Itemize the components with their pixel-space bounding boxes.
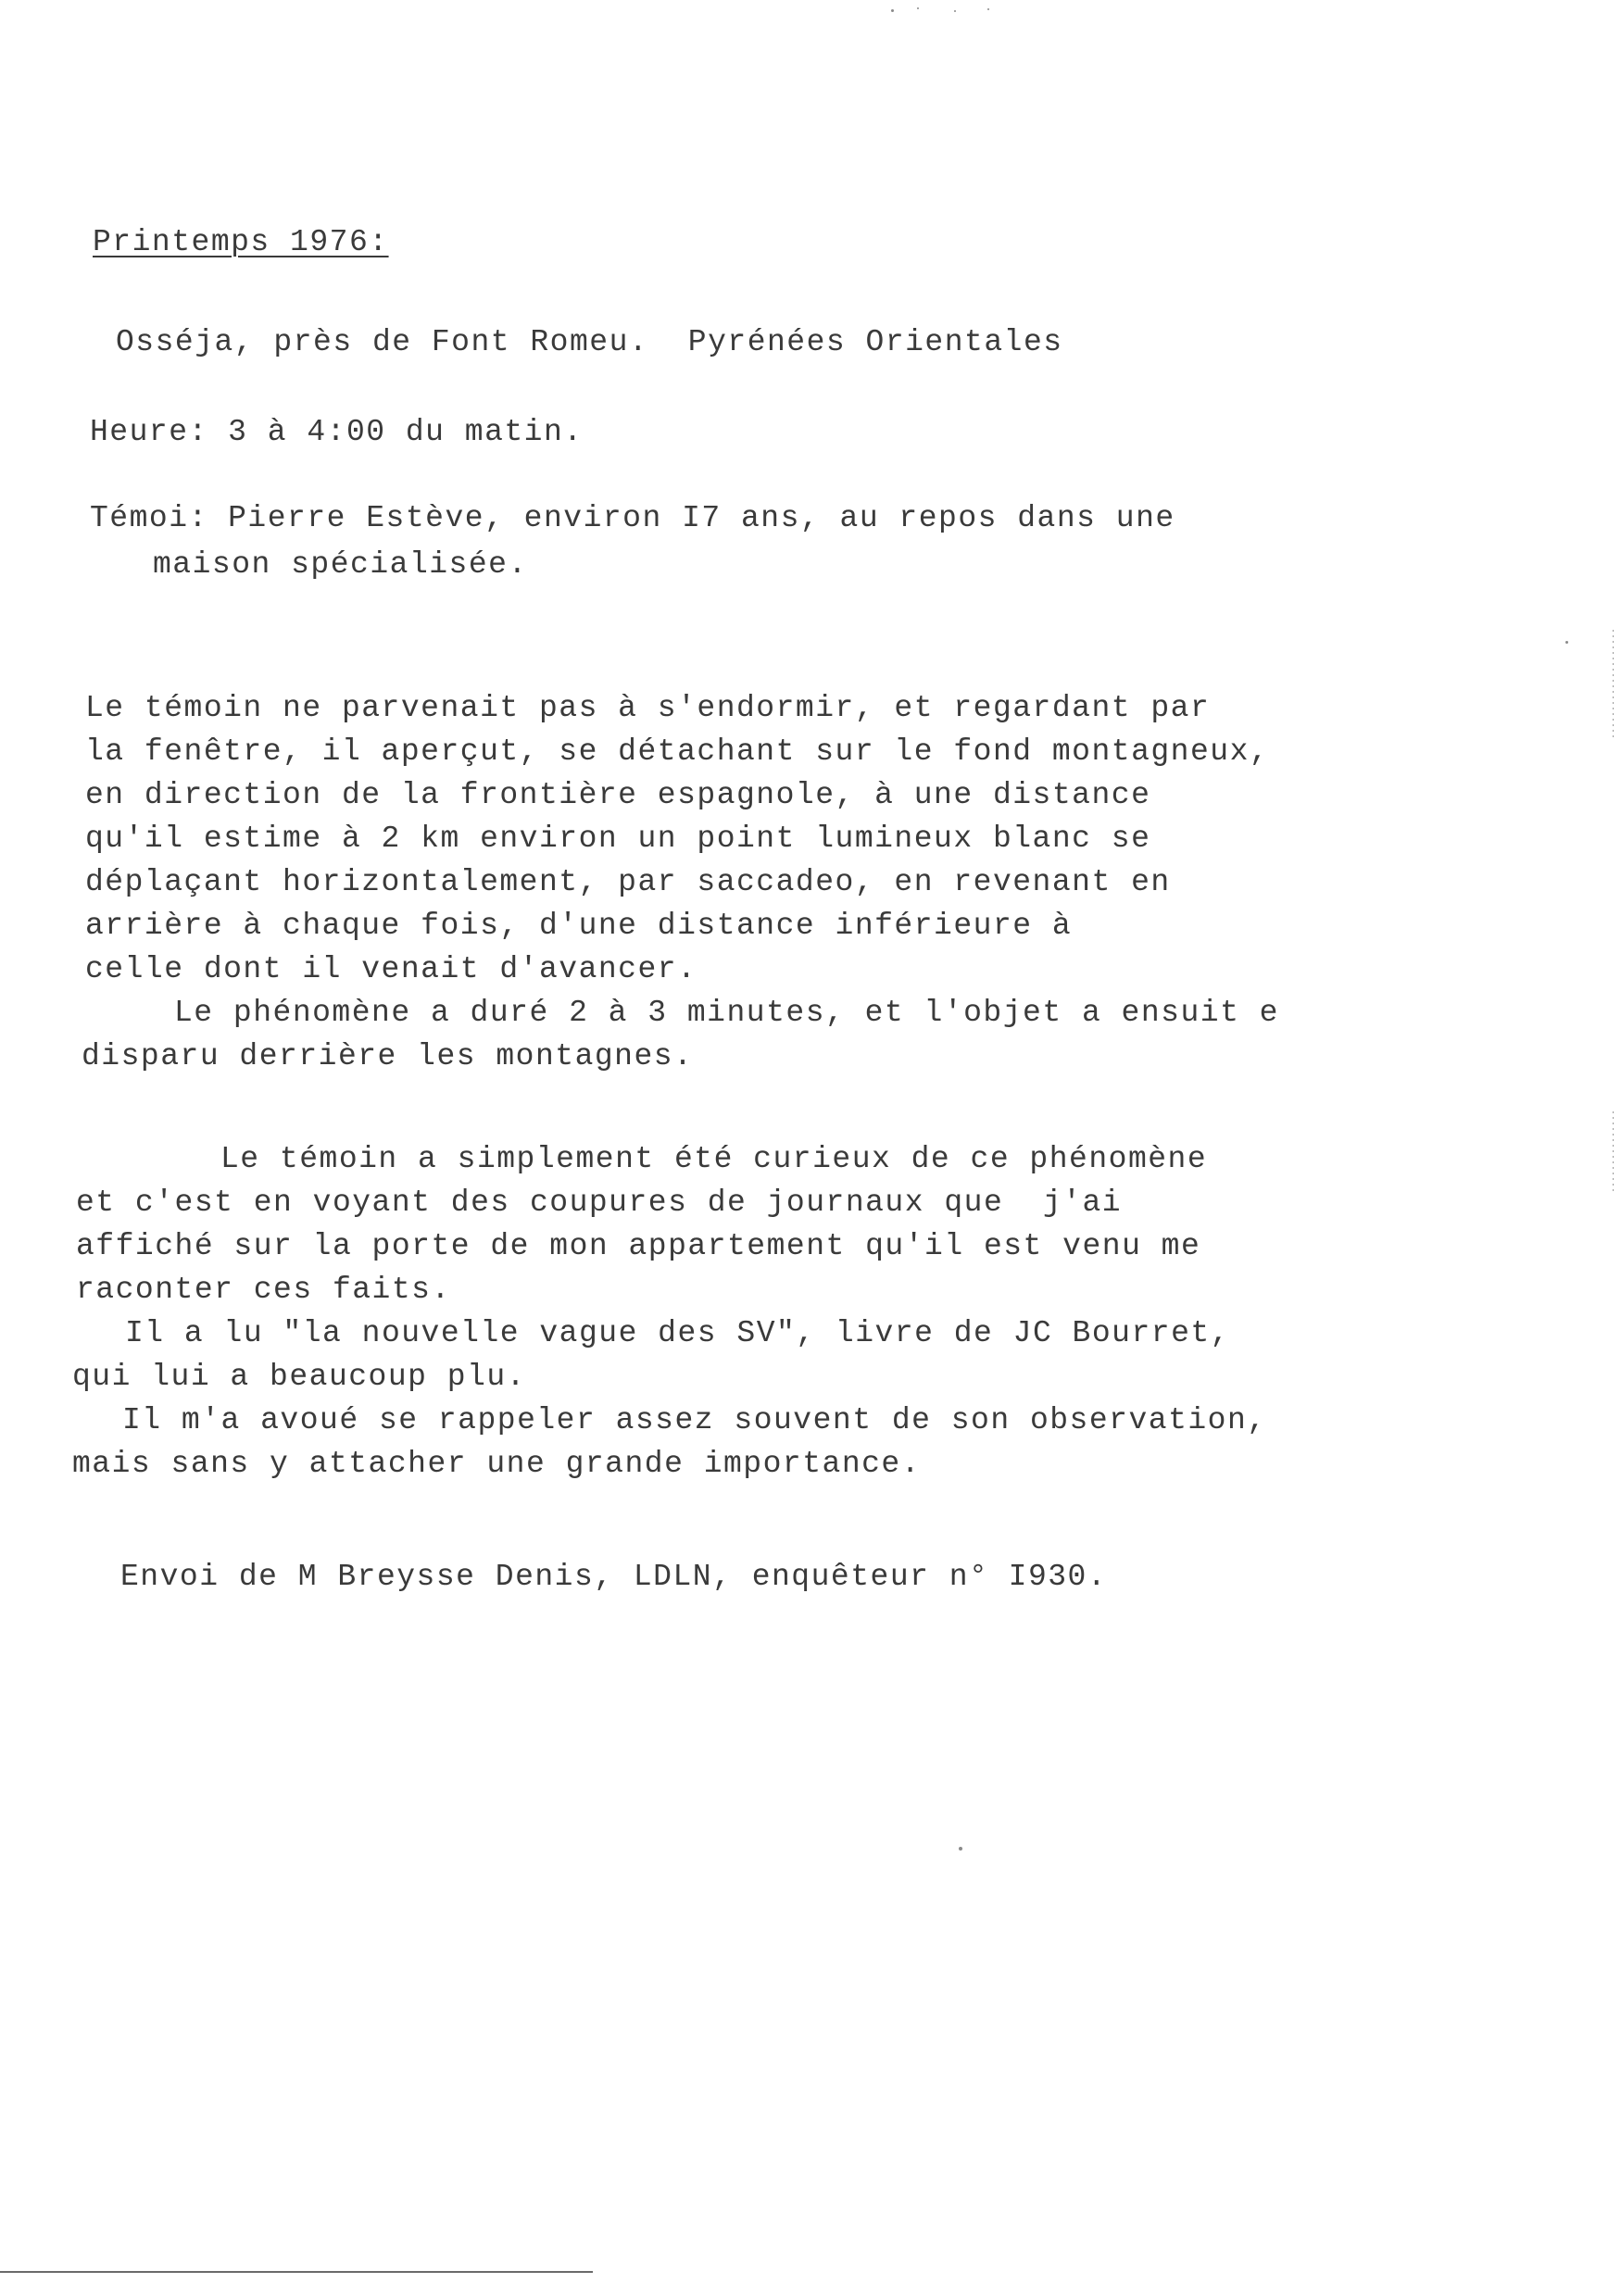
scan-speck: [891, 9, 894, 12]
paragraph-line: raconter ces faits.: [76, 1273, 451, 1307]
paragraph-line: Il a lu "la nouvelle vague des SV", livre de JC Bourret,: [125, 1316, 1230, 1350]
scan-bottom-rule: [0, 2271, 593, 2273]
scan-speck: [917, 7, 919, 9]
paragraph-line: arrière à chaque fois, d'une distance inférieure à: [85, 909, 1073, 943]
scan-speck: [959, 1847, 962, 1851]
paragraph-line: mais sans y attacher une grande importance.: [72, 1447, 922, 1481]
time-line: Heure: 3 à 4:00 du matin.: [90, 415, 584, 449]
paragraph-line: Le témoin a simplement été curieux de ce phénomène: [220, 1142, 1208, 1176]
paragraph-line: disparu derrière les montagnes.: [82, 1039, 694, 1073]
sender-line: Envoi de M Breysse Denis, LDLN, enquêteur n° I930.: [120, 1560, 1108, 1594]
location-line: Osséja, près de Font Romeu. Pyrénées Orientales: [116, 325, 1063, 359]
paragraph-line: Le phénomène a duré 2 à 3 minutes, et l'objet a ensuit e: [174, 996, 1279, 1030]
scan-speck: [954, 10, 956, 12]
paragraph-line: déplaçant horizontalement, par saccadeo, en revenant en: [85, 865, 1171, 899]
scan-edge-mark: [1613, 1111, 1614, 1195]
witness-line: maison spécialisée.: [153, 547, 528, 582]
paragraph-line: en direction de la frontière espagnole, à une distance: [85, 778, 1151, 812]
paragraph-line: celle dont il venait d'avancer.: [85, 952, 697, 986]
document-title: Printemps 1976:: [93, 225, 389, 259]
witness-line: Témoi: Pierre Estève, environ I7 ans, au repos dans une: [90, 501, 1175, 535]
paragraph-line: affiché sur la porte de mon appartement qu'il est venu me: [76, 1229, 1201, 1263]
paragraph-line: la fenêtre, il aperçut, se détachant sur le fond montagneux,: [85, 734, 1270, 769]
scan-edge-mark: [1613, 630, 1614, 741]
paragraph-line: qu'il estime à 2 km environ un point lumineux blanc se: [85, 822, 1151, 856]
paragraph-line: Le témoin ne parvenait pas à s'endormir, et regardant par: [85, 691, 1211, 725]
paragraph-line: Il m'a avoué se rappeler assez souvent de son observation,: [122, 1403, 1267, 1437]
paragraph-line: qui lui a beaucoup plu.: [72, 1360, 526, 1394]
scan-speck: [987, 8, 989, 10]
scan-speck: [1565, 641, 1568, 644]
paragraph-line: et c'est en voyant des coupures de journaux que j'ai: [76, 1186, 1123, 1220]
